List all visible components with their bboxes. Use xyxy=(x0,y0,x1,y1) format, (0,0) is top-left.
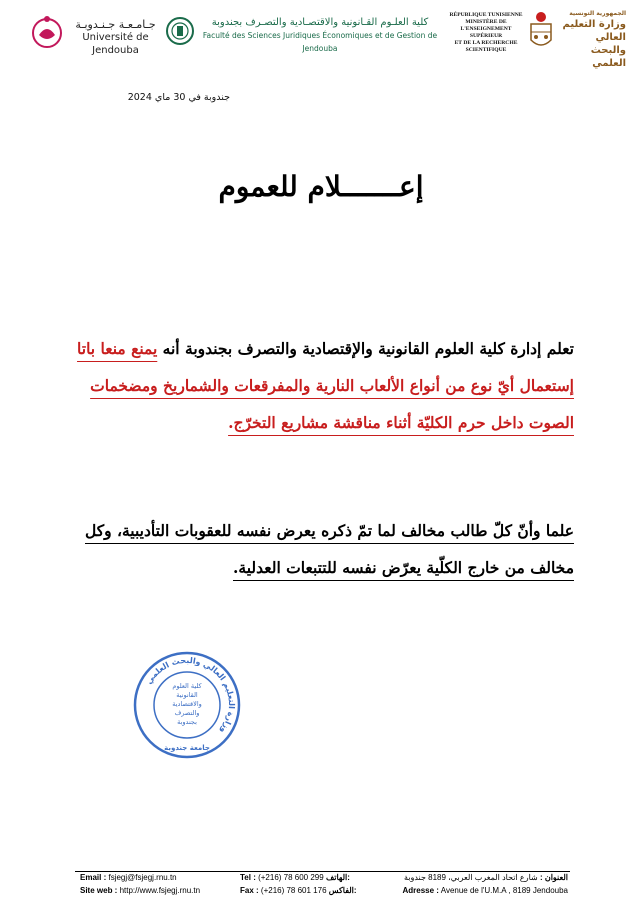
paragraph-2-line-1: علما وأنّ كلّ طالب مخالف لما تمّ ذكره يعرض نفسه للعقوبات التأديبية، وكل xyxy=(69,512,574,549)
website-link[interactable]: http://www.fsjegj.rnu.tn xyxy=(119,886,201,895)
footer-fax: Fax : (+216) 78 601 176 الفاكس: xyxy=(240,886,357,895)
document-date: جندوبة في 30 ماي 2024 xyxy=(127,92,230,103)
footer-address-fr: Adresse : Avenue de l'U.M.A , 8189 Jendouba xyxy=(402,886,568,895)
footer-email: Email : fsjegj@fsjegj.rnu.tn xyxy=(80,873,177,882)
paragraph-1-line-1: تعلم إدارة كلية العلوم القانونية والإقتصادية والتصرف بجندوبة أنه يمنع منعا باتا xyxy=(77,339,574,358)
faculty-logo-icon xyxy=(165,13,195,49)
svg-text:كلية العلوم: كلية العلوم xyxy=(172,682,202,690)
ministry-fr: RÉPUBLIQUE TUNISIENNE MINISTÈRE DE L'ENSEIGNEMENT SUPÉRIEUR ET DE LA RECHERCHE SCIENTIFIQUE xyxy=(449,12,523,53)
svg-text:والتصرف: والتصرف xyxy=(174,709,200,717)
emphasis-text: يمنع منعا باتا xyxy=(77,339,158,358)
letterhead xyxy=(0,10,642,69)
svg-text:بجندوبة: بجندوبة xyxy=(177,718,197,726)
svg-text:القانونية: القانونية xyxy=(176,691,198,699)
tunisia-emblem-icon xyxy=(528,10,554,50)
svg-text:وزارة التعليم العالي والبحث ال: وزارة التعليم العالي والبحث العلمي xyxy=(144,655,237,736)
page-title: إعـــــــلام للعموم xyxy=(218,170,424,203)
footer-address-ar: العنوان : شارع اتحاد المغرب العربي، 8189 جندوبة xyxy=(403,873,568,882)
ministry-ar: الجمهورية التونسية وزارة التعليم العالي والبحث العلمي xyxy=(562,10,626,69)
paragraph-1-line-3: الصوت داخل حرم الكليّة أثناء مناقشة مشاريع التخرّج. xyxy=(228,413,574,432)
footer-website: Site web : http://www.fsjegj.rnu.tn xyxy=(80,886,201,895)
paragraph-1-line-2: إستعمال أيّ نوع من أنواع الألعاب النارية والمفرقعات والشماريخ ومضخمات xyxy=(90,376,574,395)
email-link[interactable]: fsjegj@fsjegj.rnu.tn xyxy=(108,873,177,882)
announcement-paragraph-1 xyxy=(69,330,574,441)
paragraph-2-line-2: مخالف من خارج الكلّية يعرّض نفسه للتتبعات العدلية. xyxy=(69,549,574,586)
svg-text:جامعة جندوبة: جامعة جندوبة xyxy=(164,744,210,752)
faculty-name: كلية العلـوم القـانونية والاقتصـادية والتصـرف بجندوبة Faculté des Sciences Juridiques Économiques et de Gestion de Jendouba xyxy=(202,17,438,53)
official-stamp-icon xyxy=(132,650,242,760)
svg-text:والاقتصادية: والاقتصادية xyxy=(172,700,202,708)
announcement-paragraph-2 xyxy=(69,512,574,586)
university-logo-icon xyxy=(30,13,64,51)
university-name: جـامـعـة جـنـدوبـة Université de Jendouba xyxy=(75,18,156,56)
footer-phone: Tel : (+216) 78 600 299 الهاتف: xyxy=(240,873,350,882)
